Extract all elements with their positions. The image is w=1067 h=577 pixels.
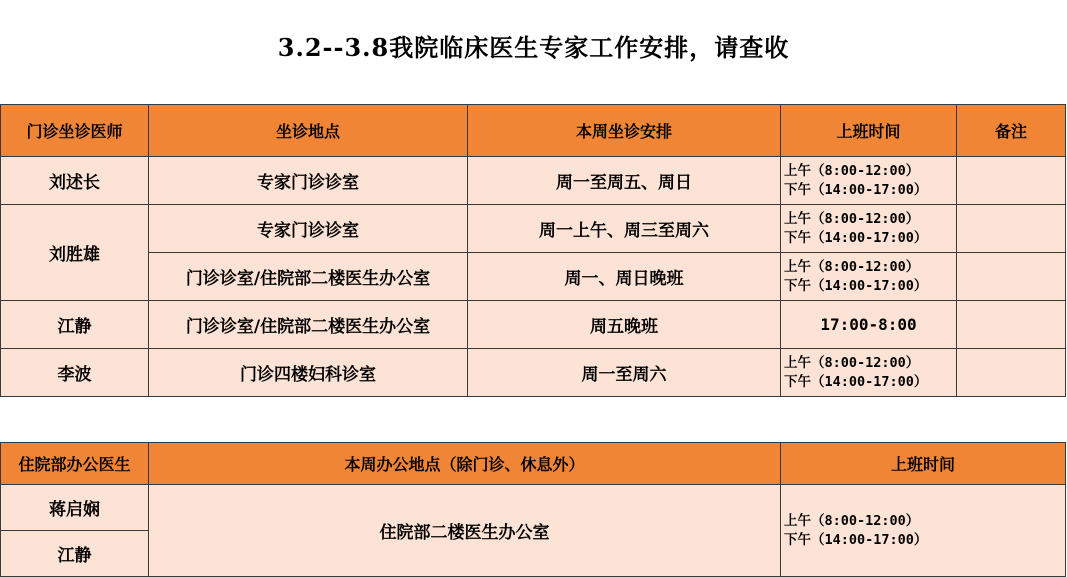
afternoon-hours: 下午（14:00-17:00） (784, 531, 928, 548)
header-doctor: 门诊坐诊医师 (1, 105, 149, 157)
header-ward-doctor: 住院部办公医生 (1, 443, 149, 485)
table-row (1, 253, 1066, 301)
header-note: 备注 (957, 105, 1066, 157)
clinic-location: 门诊诊室/住院部二楼医生办公室 (149, 301, 468, 349)
work-hours (781, 157, 957, 205)
header-schedule: 本周坐诊安排 (468, 105, 781, 157)
table-row (1, 485, 1066, 531)
clinic-location: 门诊四楼妇科诊室 (149, 349, 468, 397)
ward-location: 住院部二楼医生办公室 (149, 485, 781, 577)
weekly-schedule: 周一、周日晚班 (468, 253, 781, 301)
table-row (1, 301, 1066, 349)
doctor-name: 江静 (1, 301, 149, 349)
clinic-location: 专家门诊诊室 (149, 205, 468, 253)
afternoon-hours: 下午（14:00-17:00） (784, 277, 928, 294)
work-hours (781, 253, 957, 301)
header-time: 上班时间 (781, 105, 957, 157)
ward-schedule-table (0, 442, 1066, 577)
afternoon-hours: 下午（14:00-17:00） (784, 181, 928, 198)
header-ward-time: 上班时间 (781, 443, 1066, 485)
morning-hours: 上午（8:00-12:00） (784, 512, 920, 529)
afternoon-hours: 下午（14:00-17:00） (784, 229, 928, 246)
table-header-row (1, 443, 1066, 485)
work-hours: 17:00-8:00 (781, 301, 957, 349)
doctor-name: 刘述长 (1, 157, 149, 205)
note-cell (957, 253, 1066, 301)
table-row (1, 349, 1066, 397)
ward-work-hours (781, 485, 1066, 577)
work-hours (781, 349, 957, 397)
clinic-location: 专家门诊诊室 (149, 157, 468, 205)
page-title: 3.2--3.8我院临床医生专家工作安排，请查收 (277, 33, 790, 62)
doctor-name: 刘胜雄 (1, 205, 149, 301)
table-row (1, 157, 1066, 205)
note-cell (957, 205, 1066, 253)
clinic-location: 门诊诊室/住院部二楼医生办公室 (149, 253, 468, 301)
header-location: 坐诊地点 (149, 105, 468, 157)
weekly-schedule: 周一至周六 (468, 349, 781, 397)
table-header-row (1, 105, 1066, 157)
table-row (1, 205, 1066, 253)
note-cell (957, 349, 1066, 397)
weekly-schedule: 周五晚班 (468, 301, 781, 349)
note-cell (957, 157, 1066, 205)
clinic-schedule-table (0, 104, 1066, 397)
weekly-schedule: 周一上午、周三至周六 (468, 205, 781, 253)
header-ward-location: 本周办公地点（除门诊、休息外） (149, 443, 781, 485)
morning-hours: 上午（8:00-12:00） (784, 258, 920, 275)
work-hours (781, 205, 957, 253)
afternoon-hours: 下午（14:00-17:00） (784, 373, 928, 390)
ward-doctor-name: 蒋启娴 (1, 485, 149, 531)
weekly-schedule: 周一至周五、周日 (468, 157, 781, 205)
morning-hours: 上午（8:00-12:00） (784, 162, 920, 179)
note-cell (957, 301, 1066, 349)
ward-doctor-name: 江静 (1, 531, 149, 577)
morning-hours: 上午（8:00-12:00） (784, 210, 920, 227)
morning-hours: 上午（8:00-12:00） (784, 354, 920, 371)
doctor-name: 李波 (1, 349, 149, 397)
